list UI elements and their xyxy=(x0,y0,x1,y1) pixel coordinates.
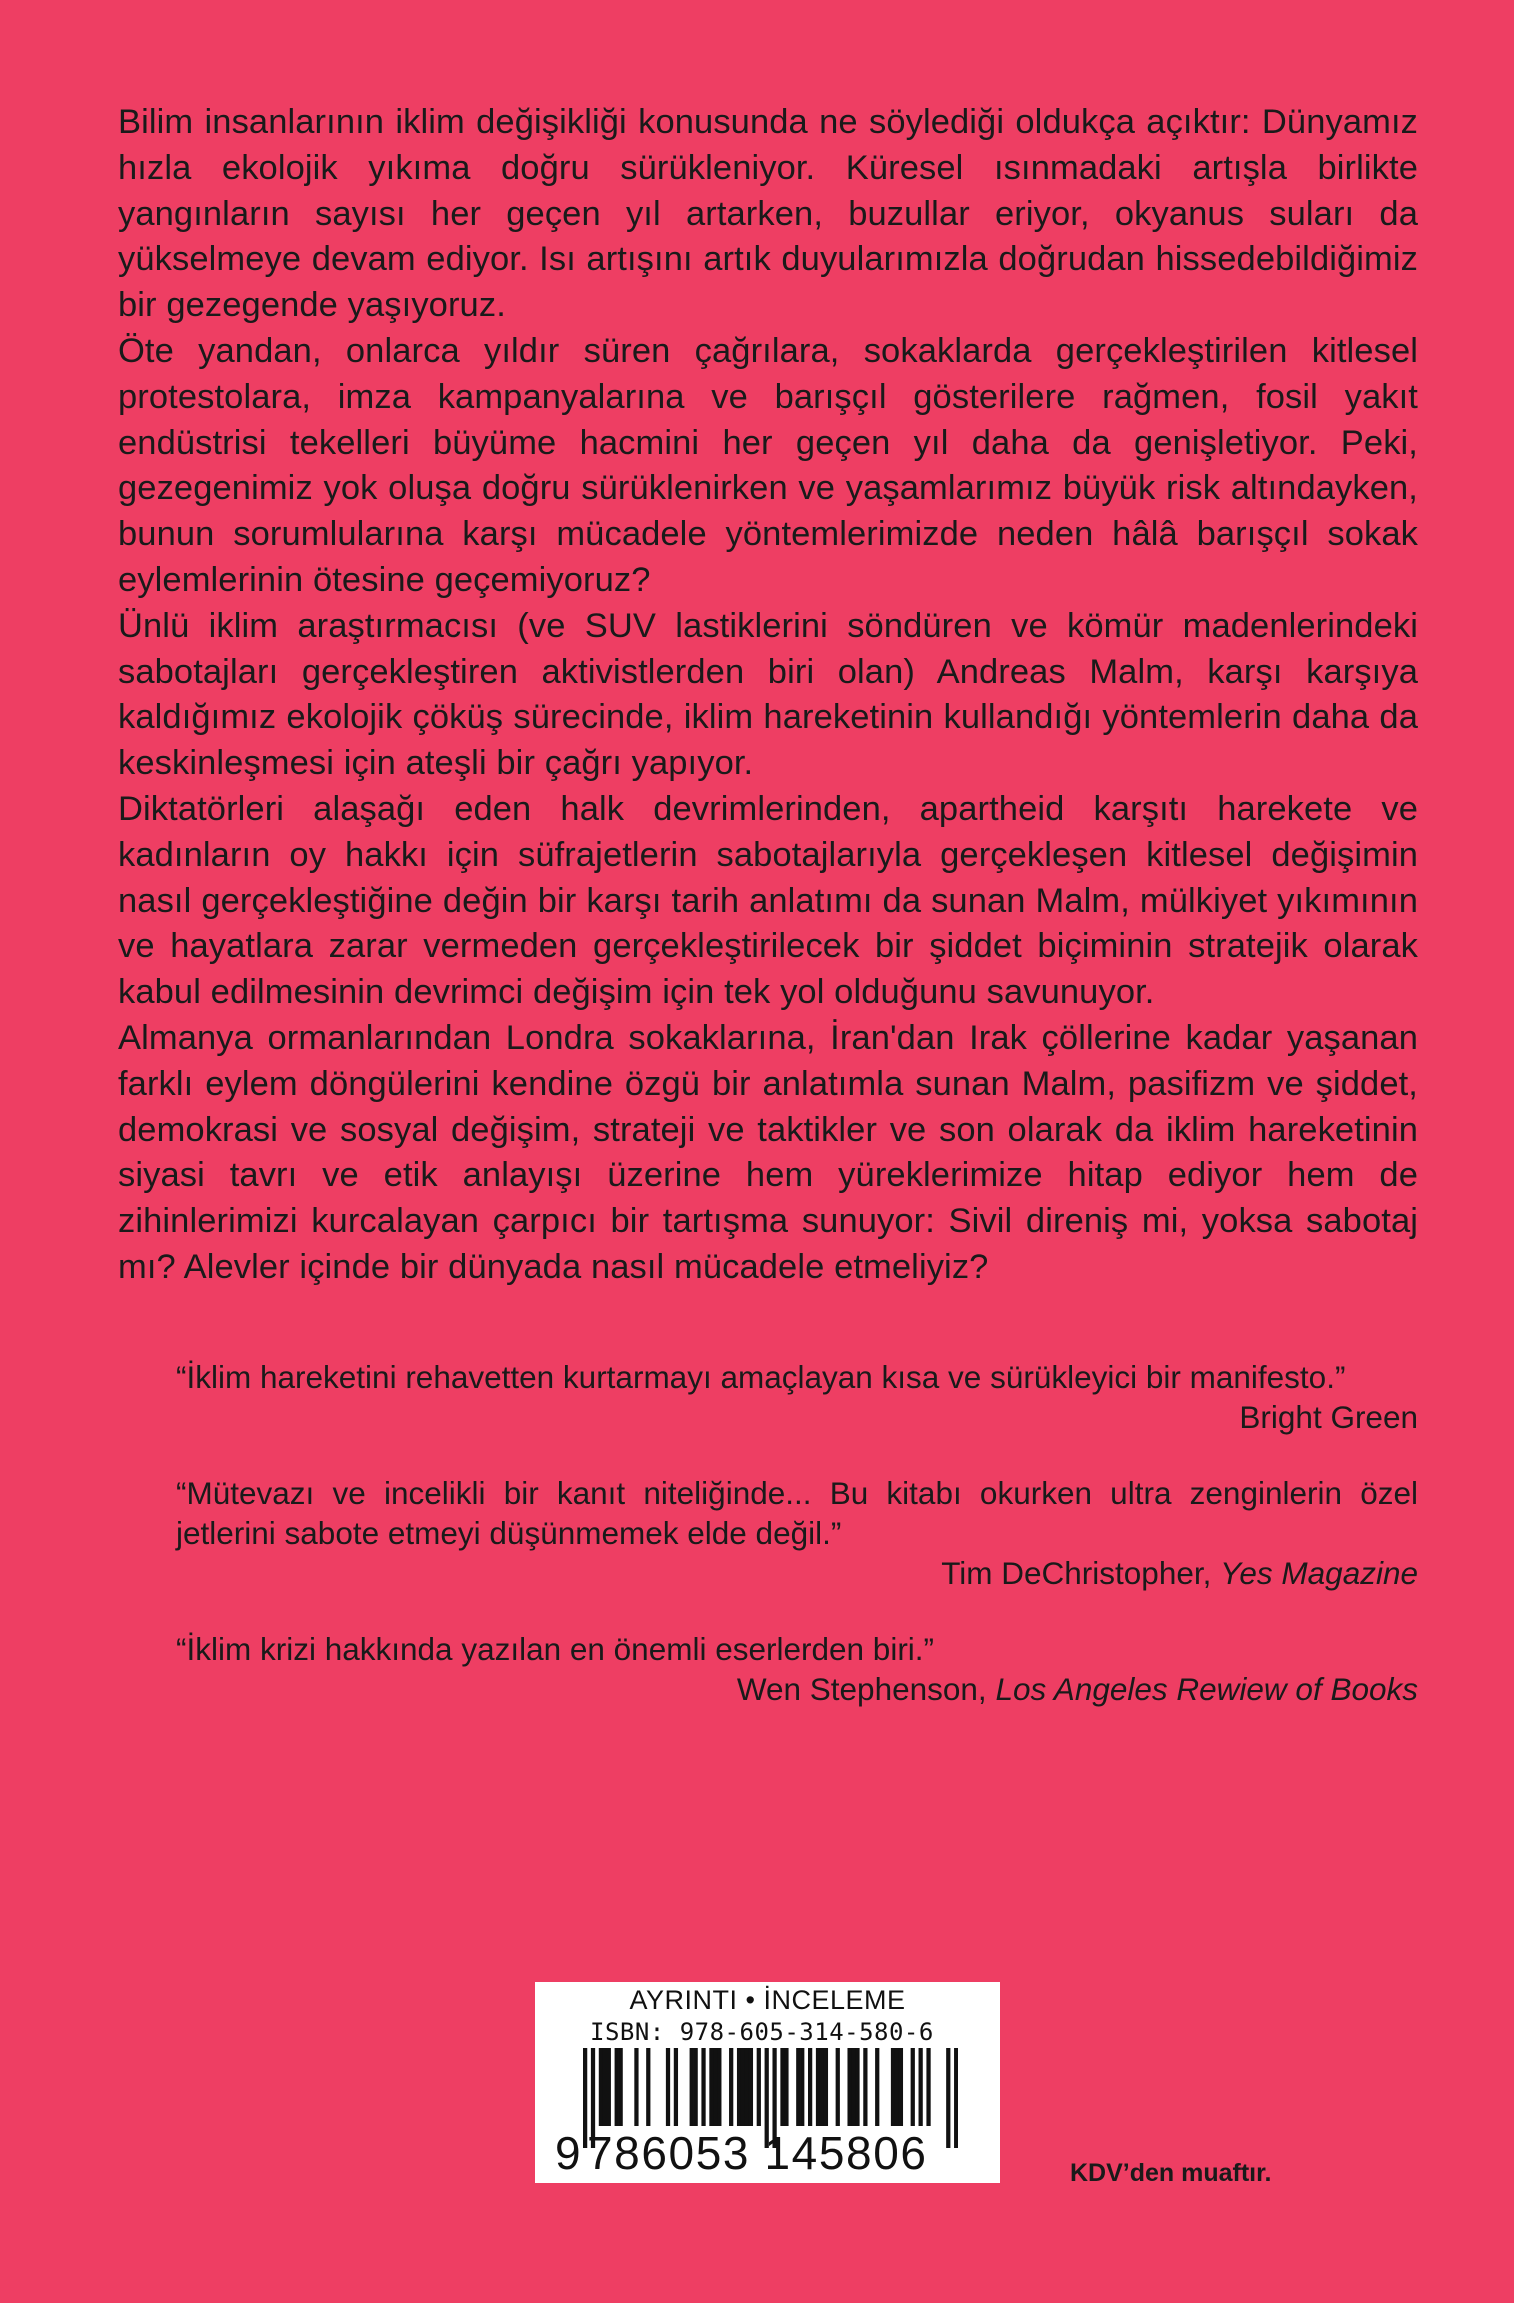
barcode-bar xyxy=(784,2048,788,2126)
blurb-paragraph: Bilim insanlarının iklim değişikliği konusunda ne söylediği oldukça açıktır: Dünyamız hızla ekolojik yıkıma doğru sürükleniyor. Küresel ısınmadaki artışla birlikte yangınların sayısı her geçen yıl artarken, buzullar eriyor, okyanus suları da yükselmeye devam ediyor. Isı artışını artık duyularımızla doğrudan hissedebildiğimiz bir gezegende yaşıyoruz. xyxy=(118,103,1418,325)
barcode-bar xyxy=(603,2048,607,2126)
barcode-bar xyxy=(899,2048,903,2126)
barcode-bar xyxy=(713,2048,717,2126)
barcode-bar xyxy=(757,2048,761,2126)
quote-text: “Mütevazı ve incelikli bir kanıt niteliğinde... Bu kitabı okurken ultra zenginlerin özel jetlerini sabote etmeyi düşünmemek elde değil.” xyxy=(176,1475,1418,1551)
barcode-bar xyxy=(615,2048,619,2126)
barcode-bar xyxy=(796,2048,800,2126)
barcode-bar xyxy=(599,2048,603,2126)
quote-source xyxy=(176,1553,1418,1593)
barcode-bar xyxy=(875,2048,879,2126)
barcode-bar xyxy=(891,2048,895,2126)
barcode-bar xyxy=(780,2048,784,2126)
barcode-bar xyxy=(646,2048,650,2126)
barcode-bar xyxy=(619,2048,623,2126)
barcode-bar xyxy=(800,2048,804,2126)
barcode-bar xyxy=(816,2048,820,2126)
review-quotes xyxy=(176,1357,1418,1745)
barcode-bar xyxy=(954,2048,958,2148)
barcode-bar xyxy=(911,2048,915,2126)
barcode-bar xyxy=(674,2048,678,2126)
barcode-bar xyxy=(666,2048,670,2126)
blurb-paragraph: Ünlü iklim araştırmacısı (ve SUV lastiklerini söndüren ve kömür madenlerindeki sabotajları gerçekleştiren aktivistlerden biri olan) Andreas Malm, karşı karşıya kaldığımız ekolojik çöküş sürecinde, iklim hareketinin kullandığı yöntemlerin daha da keskinleşmesi için ateşli bir çağrı yapıyor. xyxy=(118,606,1418,783)
quote-author: Bright Green xyxy=(1239,1399,1418,1435)
quote-source xyxy=(176,1397,1418,1437)
blurb-paragraph: Diktatörleri alaşağı eden halk devrimlerinden, apartheid karşıtı harekete ve kadınların oy hakkı için süfrajetlerin sabotajlarıyla gerçekleşen kitlesel değişimin nasıl gerçekleştiğine değin bir karşı tarih anlatımı da sunan Malm, mülkiyet yıkımının ve hayatlara zarar vermeden gerçekleştirilecek bir şiddet biçiminin stratejik olarak kabul edilmesinin devrimci değişim için tek yol olduğunu savunuyor. xyxy=(118,789,1418,1012)
quote-text: “İklim hareketini rehavetten kurtarmayı amaçlayan kısa ve sürükleyici bir manifesto.” xyxy=(176,1359,1346,1395)
review-quote xyxy=(176,1473,1418,1593)
review-quote xyxy=(176,1629,1418,1709)
quote-author: Wen Stephenson, xyxy=(736,1671,996,1707)
barcode-bar xyxy=(851,2048,855,2126)
barcode-bar xyxy=(919,2048,923,2126)
isbn-label: ISBN: 978-605-314-580-6 xyxy=(590,2018,934,2046)
quote-text: “İklim krizi hakkında yazılan en önemli eserlerden biri.” xyxy=(176,1631,935,1667)
barcode-bar xyxy=(926,2048,930,2126)
quote-author: Tim DeChristopher, xyxy=(941,1555,1221,1591)
barcode-bar xyxy=(895,2048,899,2126)
barcode-bar xyxy=(634,2048,638,2126)
barcode-bar xyxy=(709,2048,713,2126)
barcode-digits: 786053 145806 xyxy=(587,2127,928,2179)
quote-publication: Los Angeles Rewiew of Books xyxy=(995,1671,1418,1707)
review-quote xyxy=(176,1357,1418,1437)
series-label: AYRINTI • İNCELEME xyxy=(629,1985,906,2015)
barcode-bar xyxy=(607,2048,611,2126)
back-cover-blurb xyxy=(118,100,1418,1291)
barcode-bar xyxy=(836,2048,840,2126)
barcode-bar xyxy=(694,2048,698,2126)
barcode-bar xyxy=(824,2048,828,2126)
blurb-paragraph: Öte yandan, onlarca yıldır süren çağrılara, sokaklarda gerçekleştirilen kitlesel protestolara, imza kampanyalarına ve barışçıl gösterilere rağmen, fosil yakıt endüstrisi tekelleri büyüme hacmini her geçen yıl daha da genişletiyor. Peki, gezegenimiz yok oluşa doğru sürüklenirken ve yaşamlarımız büyük risk altındayken, bunun sorumlularına karşı mücadele yöntemlerimizde neden hâlâ barışçıl sokak eylemlerinin ötesine geçemiyoruz? xyxy=(118,331,1418,599)
quote-publication: Yes Magazine xyxy=(1220,1555,1418,1591)
barcode-bar xyxy=(808,2048,812,2126)
barcode-bar xyxy=(847,2048,851,2126)
barcode-bar xyxy=(946,2048,950,2148)
quote-source xyxy=(176,1669,1418,1709)
blurb-paragraph: Almanya ormanlarından Londra sokaklarına, İran'dan Irak çöllerine kadar yaşanan farklı eylem döngülerini kendine özgü bir anlatımla sunan Malm, pasifizm ve şiddet, demokrasi ve sosyal değişim, strateji ve taktikler ve son olarak da iklim hareketinin siyasi tavrı ve etik anlayışı üzerine hem yüreklerimize hitap ediyor hem de zihinlerimizi kurcalayan çarpıcı bir tartışma sunuyor: Sivil direniş mi, yoksa sabotaj mı? Alevler içinde bir dünyada nasıl mücadele etmeliyiz? xyxy=(118,1018,1418,1286)
barcode-bar xyxy=(717,2048,721,2126)
barcode-bar xyxy=(820,2048,824,2126)
barcode-bar xyxy=(863,2048,867,2126)
barcode-bar xyxy=(701,2048,705,2126)
barcode-bar xyxy=(741,2048,745,2126)
isbn-barcode-panel xyxy=(535,1982,1000,2183)
barcode-bar xyxy=(690,2048,694,2126)
tax-exempt-note: KDV’den muaftır. xyxy=(1070,2159,1272,2187)
barcode-bar xyxy=(855,2048,859,2126)
barcode-bar xyxy=(737,2048,741,2126)
barcode-first-digit: 9 xyxy=(555,2127,581,2179)
barcode-bar xyxy=(745,2048,749,2126)
barcode-bar xyxy=(749,2048,753,2126)
barcode-bar xyxy=(729,2048,733,2126)
